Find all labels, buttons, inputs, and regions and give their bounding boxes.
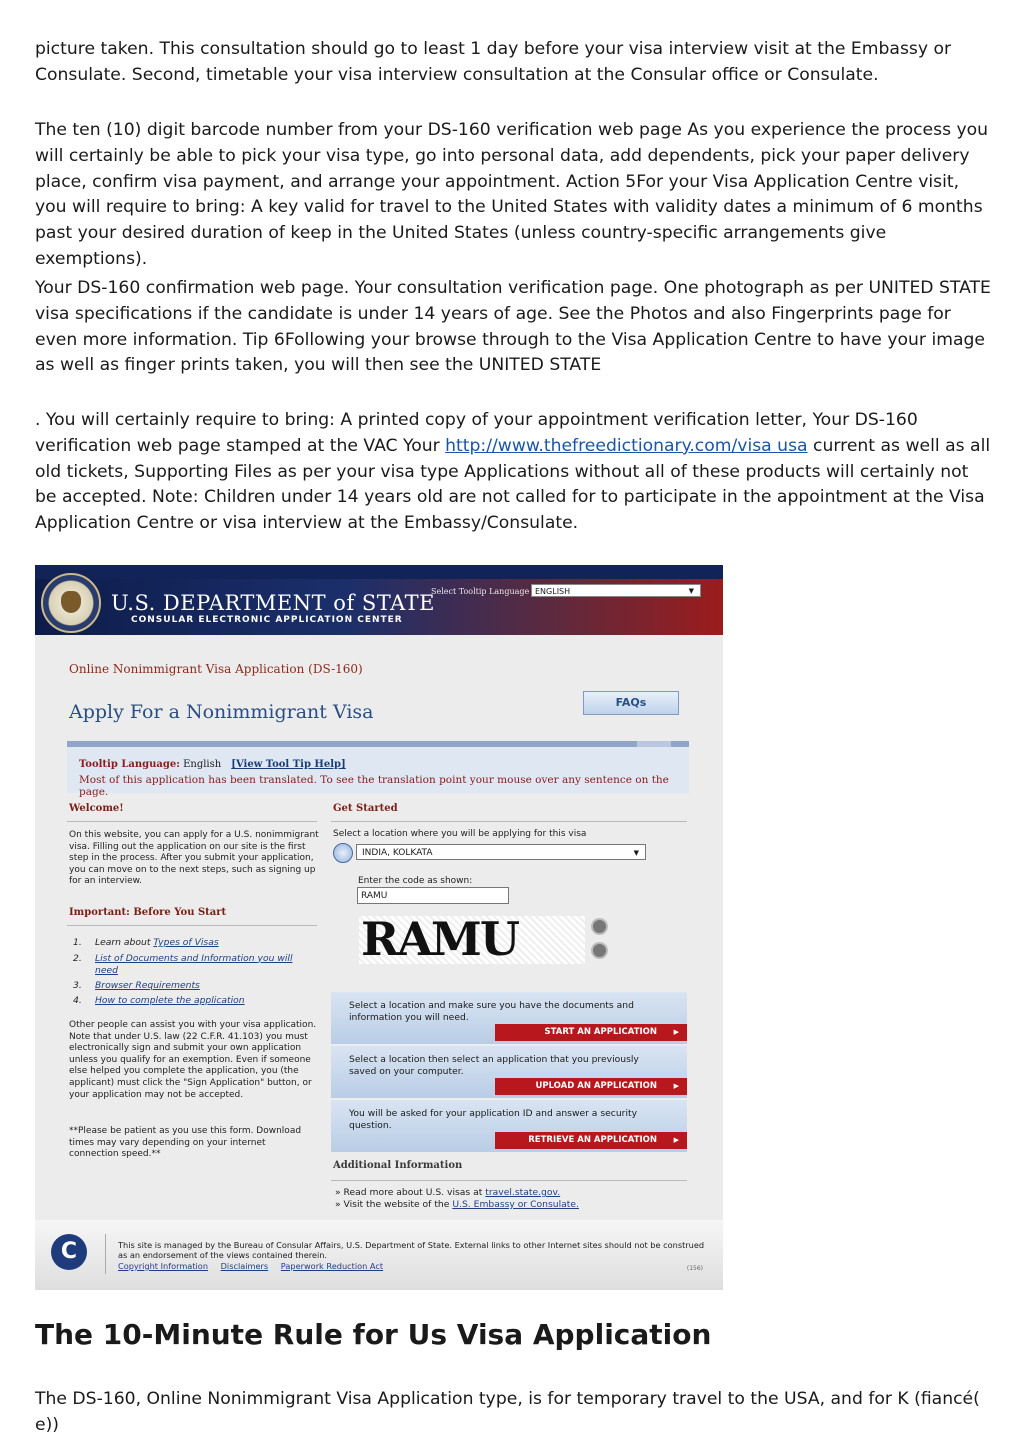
- footer-text: [118, 1240, 708, 1271]
- page-code: (156): [686, 1265, 703, 1272]
- last-paragraph: The DS-160, Online Nonimmigrant Visa Application type, is for temporary travel to the USA, and for K (fiancé( e)): [35, 1389, 980, 1435]
- list-item: [73, 980, 315, 996]
- list-item: [73, 937, 315, 953]
- travel-state-gov-link[interactable]: travel.state.gov.: [485, 1187, 561, 1198]
- list-prefix: Learn about: [95, 937, 154, 948]
- paragraph-4-after: current as well as all old tickets, Supporting Files as per your visa type Applications without all of these products will certainly not be accepted. Note: Children under 14 years old are not called for to participate in the appointment at the Visa Application Centre or visa interview at the Embassy/Consulate.: [35, 435, 991, 534]
- how-to-complete-link[interactable]: How to complete the application: [95, 995, 245, 1006]
- additional-line-1: [335, 1187, 560, 1198]
- view-tooltip-help-link[interactable]: [View Tool Tip Help]: [231, 759, 346, 770]
- paragraph-2: The ten (10) digit barcode number from your DS-160 verification web page As you experience the process you will certainly be able to pick your visa type, go into personal data, add dependents, pick your paper delivery place, confirm visa payment, and arrange your appointment. Action 5For your Visa Application Centre visit, you will require to bring: A key valid for travel to the United States with validity dates a minimum of 6 months past your desired duration of keep in the United States (unless country-specific arrangements give exemptions).: [35, 120, 989, 269]
- audio-captcha-icon[interactable]: [591, 942, 608, 959]
- list-item: [73, 953, 315, 980]
- get-started-heading: Get Started: [333, 803, 398, 814]
- chevron-down-icon: ▼: [633, 849, 639, 857]
- dept-subtitle: CONSULAR ELECTRONIC APPLICATION CENTER: [131, 615, 403, 625]
- retrieve-application-text: You will be asked for your application ID and answer a security question.: [349, 1108, 638, 1131]
- embassy-consulate-link[interactable]: U.S. Embassy or Consulate.: [452, 1199, 579, 1210]
- tooltip-language-value: ENGLISH: [535, 587, 571, 596]
- tooltip-language-label: Select Tooltip Language: [431, 587, 530, 596]
- footer-links: [118, 1261, 708, 1271]
- welcome-text: On this website, you can apply for a U.S. nonimmigrant visa. Filling out the application on our site is the first step in the process. After you submit your application, you can move on to the next steps, such as signing up for an interview.: [69, 830, 319, 887]
- important-rule: [67, 925, 317, 926]
- welcome-rule: [67, 821, 317, 822]
- paperwork-reduction-link[interactable]: Paperwork Reduction Act: [280, 1260, 384, 1271]
- dept-title: U.S. DEPARTMENT of STATE: [111, 591, 435, 615]
- tooltip-label: Tooltip Language:: [79, 759, 180, 770]
- important-heading: Important: Before You Start: [69, 907, 227, 918]
- section-heading: The 10-Minute Rule for Us Visa Application: [35, 1318, 712, 1351]
- banner-stripe: [35, 565, 723, 579]
- tooltip-note: Most of this application has been translated. To see the translation point your mouse over any sentence on the page.: [79, 774, 669, 798]
- additional-line-1-text: » Read more about U.S. visas at: [335, 1187, 486, 1198]
- start-application-panel: [331, 992, 687, 1044]
- application-subtitle: Online Nonimmigrant Visa Application (DS-160): [69, 662, 363, 676]
- welcome-heading: Welcome!: [69, 803, 124, 814]
- other-people-text: Other people can assist you with your visa application. Note that under U.S. law (22 C.F.R. 41.103) you must electronically sign and submit your own application unless you qualify for an exemption. Even if someone else helped you complete the application, you (the applicant) must click the "Sign Application" button, or your application may not be accepted.: [69, 1020, 317, 1100]
- paragraph-4: [35, 408, 995, 537]
- site-footer: [35, 1220, 723, 1290]
- browser-requirements-link[interactable]: Browser Requirements: [95, 979, 200, 991]
- chevron-down-icon: ▼: [688, 587, 694, 595]
- upload-application-text: Select a location then select an application that you previously saved on your computer.: [349, 1054, 639, 1077]
- start-application-text: Select a location and make sure you have the documents and information you will need.: [349, 1000, 634, 1023]
- list-number: 2.: [73, 952, 82, 964]
- footer-disclaimer: This site is managed by the Bureau of Consular Affairs, U.S. Department of State. External links to other Internet sites should not be construed as an endorsement of the views contained therein.: [118, 1240, 705, 1261]
- retrieve-application-panel: [331, 1100, 687, 1152]
- types-of-visas-link[interactable]: Types of Visas: [153, 937, 219, 948]
- additional-rule: [331, 1180, 687, 1181]
- code-prompt: Enter the code as shown:: [358, 876, 473, 886]
- additional-info-heading: Additional Information: [333, 1160, 463, 1171]
- refresh-captcha-icon[interactable]: [591, 918, 608, 935]
- visa-usa-link[interactable]: http://www.thefreedictionary.com/visa usa: [445, 435, 808, 456]
- captcha-image: [359, 912, 585, 966]
- location-prompt: Select a location where you will be applying for this visa: [333, 829, 587, 839]
- footer-divider: [105, 1234, 106, 1274]
- consular-affairs-logo-icon: C: [51, 1234, 87, 1270]
- state-seal-icon: [41, 573, 101, 633]
- documents-list-link[interactable]: List of Documents and Information you will need: [95, 952, 293, 976]
- application-title: Apply For a Nonimmigrant Visa: [69, 701, 374, 723]
- additional-line-2: [335, 1199, 579, 1210]
- list-item: [73, 995, 315, 1011]
- paragraph-1: picture taken. This consultation should go to least 1 day before your visa interview visit at the Embassy or Consulate. Second, timetable your visa interview consultation at the Consular office or Consulate.: [35, 39, 952, 85]
- location-select[interactable]: [356, 844, 646, 860]
- faqs-button[interactable]: FAQs: [583, 691, 679, 715]
- globe-icon: [333, 843, 353, 863]
- captcha-text: RAMU: [361, 912, 518, 966]
- state-dept-banner: [35, 565, 723, 635]
- ds160-screenshot: [35, 565, 723, 1290]
- paragraph-3: Your DS-160 confirmation web page. Your consultation verification page. One photograph as per UNITED STATE visa specifications if the candidate is under 14 years of age. See the Photos and also Fingerprints page for even more information. Tip 6Following your browse through to the Visa Application Centre to have your image as well as finger prints taken, you will then see the UNITED STATE: [35, 278, 991, 376]
- start-application-button[interactable]: START AN APPLICATION ▶: [495, 1024, 687, 1041]
- location-value: INDIA, KOLKATA: [362, 848, 433, 858]
- tooltip-bar: [67, 741, 689, 798]
- get-started-rule: [331, 821, 687, 822]
- upload-application-panel: [331, 1046, 687, 1098]
- list-number: 3.: [73, 979, 82, 991]
- list-number: 1.: [73, 937, 82, 948]
- tooltip-language-select[interactable]: [531, 584, 701, 597]
- additional-line-2-text: » Visit the website of the: [335, 1199, 453, 1210]
- tooltip-value: English: [183, 759, 222, 770]
- before-you-start-list: [73, 937, 315, 1011]
- upload-application-button[interactable]: UPLOAD AN APPLICATION ▶: [495, 1078, 687, 1095]
- paragraph-4-before: . You will certainly require to bring: A printed copy of your appointment verification letter, Your DS-160 verification web page stamped at the VAC Your: [35, 410, 918, 456]
- retrieve-application-button[interactable]: RETRIEVE AN APPLICATION ▶: [495, 1132, 687, 1149]
- captcha-code-input[interactable]: RAMU: [357, 887, 509, 904]
- copyright-link[interactable]: Copyright Information: [118, 1260, 209, 1271]
- list-number: 4.: [73, 995, 82, 1006]
- tooltip-language-line: [79, 759, 346, 770]
- disclaimers-link[interactable]: Disclaimers: [220, 1260, 269, 1271]
- patient-text: **Please be patient as you use this form. Download times may vary depending on your internet connection speed.**: [69, 1126, 302, 1160]
- tooltip-collapse-tab[interactable]: [637, 741, 671, 747]
